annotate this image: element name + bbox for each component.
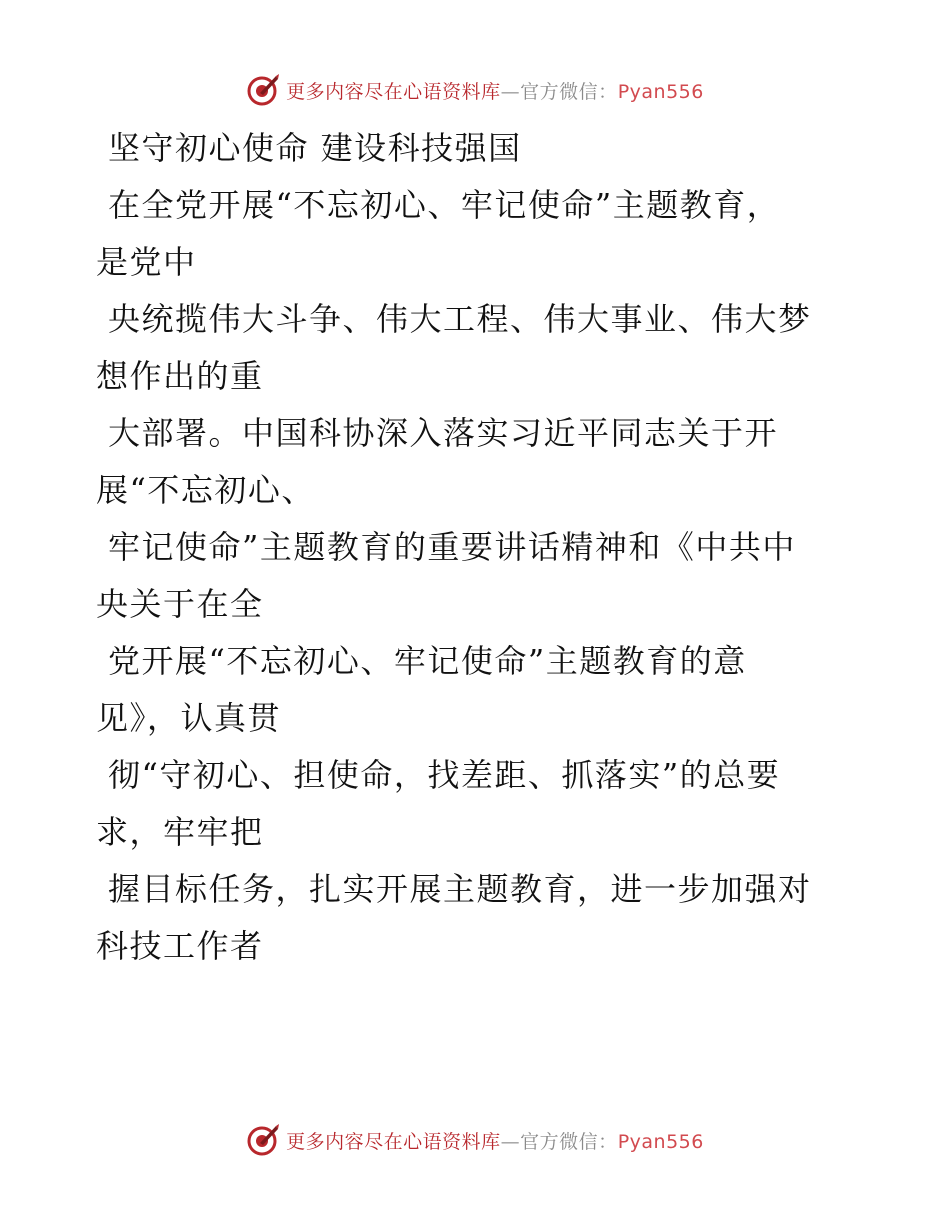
paragraph-line: 是党中 [96,243,197,281]
watermark-dash: — [500,80,521,103]
watermark-dash: — [500,1130,521,1153]
paragraph-line: 央统揽伟大斗争、伟大工程、伟大事业、伟大梦 [108,300,812,338]
watermark-banner-top [0,70,950,110]
paragraph-line: 科技工作者 [96,927,264,965]
watermark-slogan: 更多内容尽在心语资料库 [286,80,501,103]
watermark-text [286,1127,704,1154]
watermark-text [286,77,704,104]
quill-circle-logo-icon [246,1123,280,1157]
paragraph-line: 彻“守初心、担使命，找差距、抓落实”的总要 [108,756,781,794]
watermark-wechat-label: 官方微信： [520,1130,618,1153]
paragraph-line: 在全党开展“不忘初心、牢记使命”主题教育， [108,186,781,224]
paragraph-line: 见》，认真贯 [96,699,282,737]
document-body [96,120,856,975]
watermark-banner-bottom [0,1120,950,1160]
paragraph-line: 想作出的重 [96,357,264,395]
paragraph-line: 牢记使命”主题教育的重要讲话精神和《中共中 [108,528,796,566]
watermark-wechat-label: 官方微信： [520,80,618,103]
paragraph-line: 展“不忘初心、 [96,471,315,509]
paragraph-line: 握目标任务，扎实开展主题教育，进一步加强对 [108,870,812,908]
paragraph-line: 求，牢牢把 [96,813,264,851]
paragraph-line: 央关于在全 [96,585,264,623]
watermark-wechat-id: Pyan556 [617,1130,704,1153]
document-title: 坚守初心使命 建设科技强国 [108,129,522,167]
quill-circle-logo-icon [246,73,280,107]
watermark-slogan: 更多内容尽在心语资料库 [286,1130,501,1153]
paragraph-line: 大部署。中国科协深入落实习近平同志关于开 [108,414,779,452]
paragraph-line: 党开展“不忘初心、牢记使命”主题教育的意 [108,642,747,680]
watermark-wechat-id: Pyan556 [617,80,704,103]
